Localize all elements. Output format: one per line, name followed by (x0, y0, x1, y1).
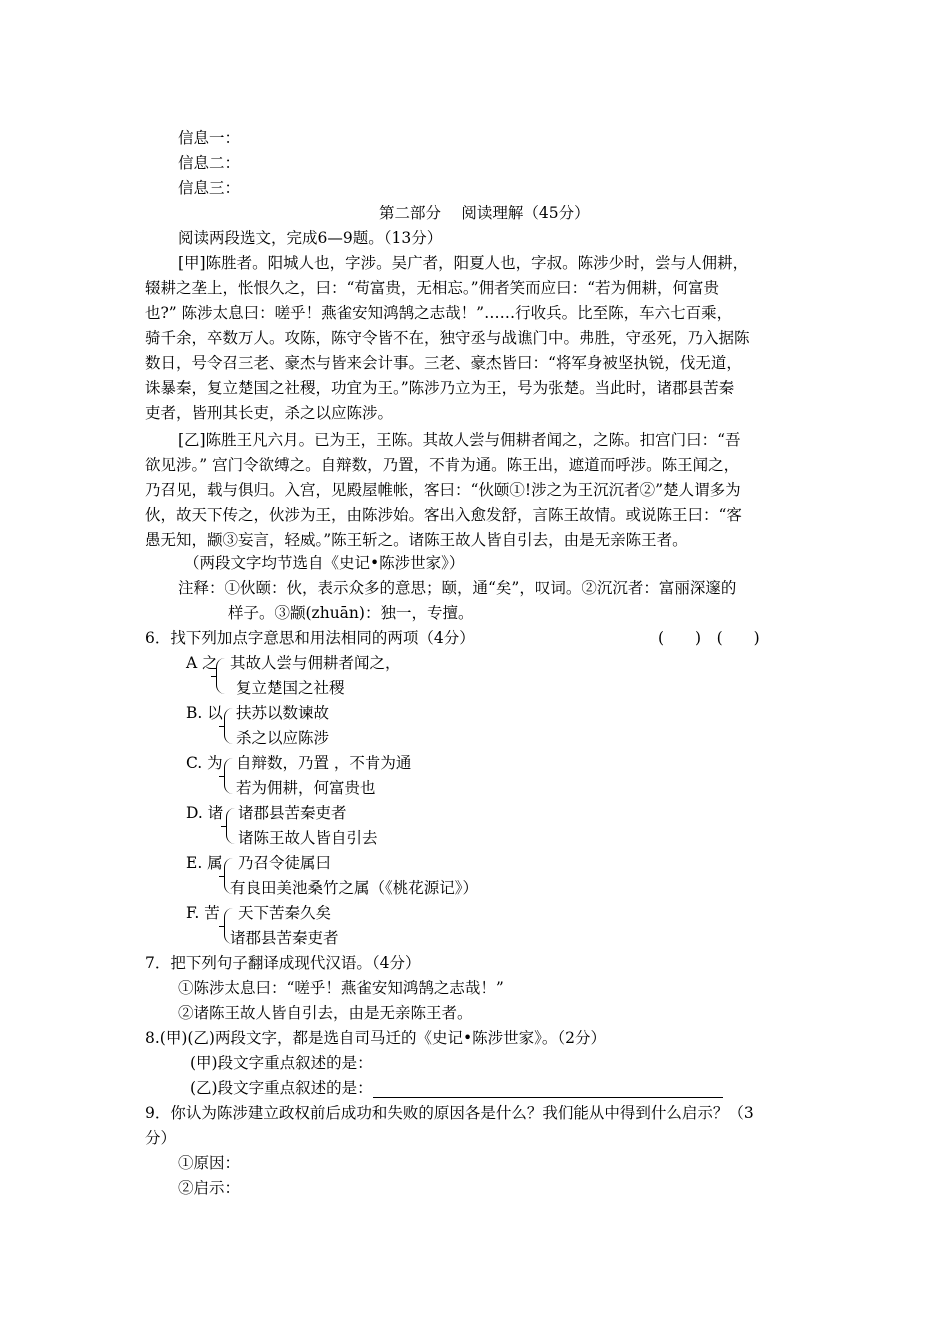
passage-yi-line: 愚无知，颛③妄言，轻威。”陈王斩之。诸陈王故人皆自引去，由是无亲陈王者。 (145, 531, 688, 549)
passage-jia-line: 吏者，皆刑其长吏，杀之以应陈涉。 (145, 404, 394, 422)
option-label: C. 为 (186, 754, 223, 772)
passage-jia-line: 数日，号令召三老、豪杰与皆来会计事。三老、豪杰皆曰：“将军身被坚执锐，伐无道， (145, 354, 742, 372)
passage-yi-line: [乙]陈胜王凡六月。已为王，王陈。其故人尝与佣耕者闻之，之陈。扣宫门曰：“吾 (178, 431, 741, 449)
question-9-reason: ①原因： (178, 1154, 241, 1172)
option-sentence: 乃召令徒属曰 (238, 854, 332, 872)
question-9-insight: ②启示： (178, 1179, 241, 1197)
passage-jia-line: [甲]陈胜者。阳城人也，字涉。吴广者，阳夏人也，字叔。陈涉少时，尝与人佣耕， (178, 254, 749, 272)
option-label: F. 苦 (186, 904, 220, 922)
question-8-yi-row (190, 1078, 723, 1098)
brace-icon (226, 808, 237, 844)
translation-item: ②诸陈王故人皆自引去，由是无亲陈王者。 (178, 1004, 473, 1022)
option-label: A 之 (186, 654, 218, 672)
option-sentence: 其故人尝与佣耕者闻之， (230, 654, 401, 672)
reading-intro: 阅读两段选文，完成6—9题。（13分） (178, 229, 443, 247)
question-8-jia: (甲)段文字重点叙述的是： (190, 1054, 373, 1072)
option-sentence: 扶苏以数谏故 (236, 704, 330, 722)
source-note: （两段文字均节选自《史记•陈涉世家》） (184, 554, 465, 572)
option-sentence: 诸郡县苦秦吏者 (230, 929, 339, 947)
answer-underline[interactable] (373, 1081, 723, 1098)
passage-yi-line: 乃召见，载与俱归。入宫，见殿屋帷帐，客曰：“伙颐①!涉之为王沉沉者②”楚人谓多为 (145, 481, 741, 499)
question-9-stem: 9．你认为陈涉建立政权前后成功和失败的原因各是什么？我们能从中得到什么启示？（3 (145, 1104, 754, 1122)
info-line-3: 信息三： (178, 179, 241, 197)
option-label: B. 以 (186, 704, 223, 722)
question-9-stem-cont: 分） (145, 1129, 177, 1147)
option-sentence: 若为佣耕，何富贵也 (236, 779, 376, 797)
question-6-answer-blanks[interactable]: ( ) ( ) (658, 629, 760, 647)
annotation-line: 注释：①伙颐：伙，表示众多的意思；颐，通“矣”，叹词。②沉沉者：富丽深邃的 (178, 579, 737, 597)
passage-jia-line: 也?” 陈涉太息曰：嗟乎！燕雀安知鸿鹄之志哉！”……行收兵。比至陈，车六七百乘， (145, 304, 733, 322)
passage-yi-line: 欲见涉。” 宫门令欲缚之。自辩数，乃置，不肯为通。陈王出，遮道而呼涉。陈王闻之， (145, 456, 740, 474)
option-sentence: 诸陈王故人皆自引去 (238, 829, 378, 847)
translation-item: ①陈涉太息曰：“嗟乎！燕雀安知鸿鹄之志哉！” (178, 979, 504, 997)
passage-yi-line: 伙，故天下传之，伙涉为王，由陈涉始。客出入愈发舒，言陈王故情。或说陈王曰：“客 (145, 506, 742, 524)
info-line-1: 信息一： (178, 129, 241, 147)
question-8-yi: (乙)段文字重点叙述的是： (190, 1079, 373, 1097)
brace-icon (224, 708, 235, 744)
info-line-2: 信息二： (178, 154, 241, 172)
option-label: D. 诸 (186, 804, 224, 822)
option-sentence: 诸郡县苦秦吏者 (238, 804, 347, 822)
passage-jia-line: 辍耕之垄上，怅恨久之，曰：“苟富贵，无相忘。”佣者笑而应曰：“若为佣耕，何富贵 (145, 279, 720, 297)
section-title: 第二部分 阅读理解（45分） (379, 204, 590, 222)
option-sentence: 杀之以应陈涉 (236, 729, 330, 747)
passage-jia-line: 骑千余，卒数万人。攻陈，陈守令皆不在，独守丞与战谯门中。弗胜，守丞死，乃入据陈 (145, 329, 750, 347)
option-sentence: 自辩数，乃置 ，不肯为通 (236, 754, 412, 772)
option-sentence: 有良田美池桑竹之属（《桃花源记》） (230, 879, 479, 897)
option-sentence: 复立楚国之社稷 (236, 679, 345, 697)
option-sentence: 天下苦秦久矣 (238, 904, 332, 922)
question-8-stem: 8.(甲)(乙)两段文字，都是选自司马迁的《史记•陈涉世家》。（2分） (145, 1029, 606, 1047)
question-6-stem: 6．找下列加点字意思和用法相同的两项（4分） (145, 629, 475, 647)
brace-icon (224, 758, 235, 794)
annotation-line: 样子。③颛(zhuān)：独一，专擅。 (228, 604, 474, 622)
option-label: E. 属 (186, 854, 223, 872)
question-7-stem: 7．把下列句子翻译成现代汉语。（4分） (145, 954, 421, 972)
brace-icon (216, 658, 227, 694)
passage-jia-line: 诛暴秦，复立楚国之社稷，功宜为王。”陈涉乃立为王，号为张楚。当此时，诸郡县苦秦 (145, 379, 735, 397)
